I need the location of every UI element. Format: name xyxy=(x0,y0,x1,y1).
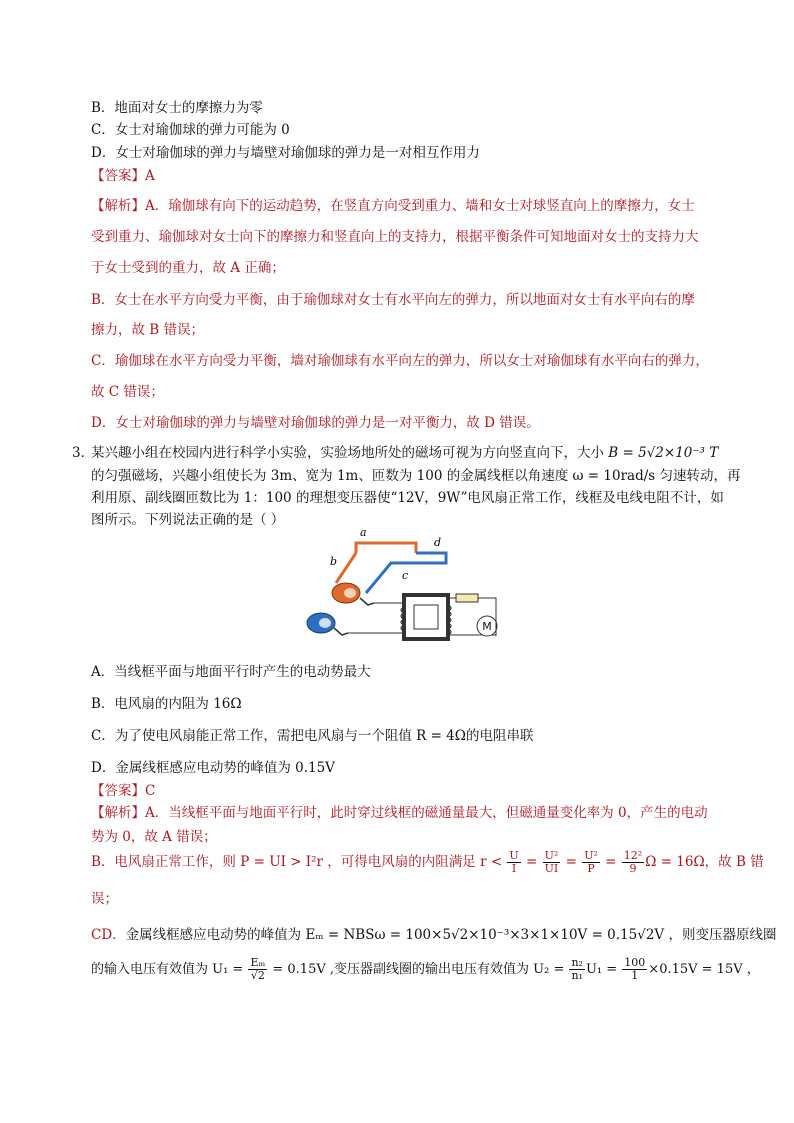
fraction-144-over-9: $\frac{\text{12²}}{9}$ xyxy=(623,849,643,875)
answer-label: 【答案】 xyxy=(91,168,145,184)
analysis-label: 【解析】 xyxy=(91,198,145,214)
q2-analysis-line-7: 故 C 错误； xyxy=(91,384,164,400)
label-a: a xyxy=(360,526,367,539)
q3-analysis-b-2: 误； xyxy=(91,891,118,907)
q3-option-d: D．金属线框感应电动势的峰值为 0.15V xyxy=(91,760,335,776)
q2-answer xyxy=(91,164,155,184)
q3-answer: 【答案】C xyxy=(91,783,156,799)
magnetic-field-value: B = 5√2×10⁻³ T xyxy=(608,445,719,461)
blue-slip-ring xyxy=(307,613,335,633)
q3-option-b: B．电风扇的内阻为 16Ω xyxy=(91,696,242,712)
fraction-u2-over-p: $\frac{\text{U²}}{P}$ xyxy=(584,849,598,875)
q2-option-d: D．女士对瑜伽球的弹力与墙壁对瑜伽球的弹力是一对相互作用力 xyxy=(91,145,480,161)
q3-stem-line-2: 的匀强磁场，兴趣小组使长为 3m、宽为 1m、匝数为 100 的金属线框以角速度 ω = 10rad/s 匀速转动，再 xyxy=(91,468,741,484)
q3-option-c: C．为了使电风扇能正常工作，需把电风扇与一个阻值 R = 4Ω的电阻串联 xyxy=(91,728,534,744)
answer-value: A xyxy=(145,168,155,184)
q3-analysis-a-1: 【解析】A．当线框平面与地面平行时，此时穿过线框的磁通量最大，但磁通量变化率为 0，产生的电动 xyxy=(91,805,708,821)
q2-analysis-line-2: 受到重力、瑜伽球对女士向下的摩擦力和竖直向上的支持力，根据平衡条件可知地面对女士的支持力大 xyxy=(91,229,699,245)
q2-analysis-line-3: 于女士受到的重力，故 A 正确； xyxy=(91,260,285,276)
fraction-100-over-1: $\frac{100}{1}$ xyxy=(624,956,646,982)
generator-transformer-figure xyxy=(296,523,506,648)
motor-label: M xyxy=(482,620,492,633)
transformer xyxy=(401,595,451,639)
resistor xyxy=(456,594,478,602)
q2-analysis-line-8: D．女士对瑜伽球的弹力与墙壁对瑜伽球的弹力是一对平衡力，故 D 错误。 xyxy=(91,415,540,431)
q2-analysis-line-5: 擦力，故 B 错误； xyxy=(91,322,205,338)
fraction-n2-over-n1: $\frac{\text{n₂}}{\text{n₁}}$ xyxy=(571,956,583,982)
q2-option-b: B．地面对女士的摩擦力为零 xyxy=(91,100,263,116)
fraction-u2-over-ui: $\frac{\text{U²}}{UI}$ xyxy=(544,849,559,875)
label-b: b xyxy=(330,555,338,568)
orange-slip-ring xyxy=(332,583,360,603)
q2-analysis-line-6: C．瑜伽球在水平方向受力平衡，墙对瑜伽球有水平向左的弹力，所以女士对瑜伽球有水平向右的弹力， xyxy=(91,353,709,369)
label-d: d xyxy=(434,536,442,549)
q2-analysis-line-4: B．女士在水平方向受力平衡，由于瑜伽球对女士有水平向左的弹力，所以地面对女士有水平向右的摩 xyxy=(91,292,695,308)
q2-option-c: C．女士对瑜伽球的弹力可能为 0 xyxy=(91,122,290,138)
coil-frame-orange xyxy=(356,543,416,553)
q3-stem-line-3: 利用原、副线圈匝数比为 1：100 的理想变压器使“12V，9W”电风扇正常工作，线框及电线电阻不计，如 xyxy=(91,490,724,506)
motor xyxy=(477,616,497,636)
q3-analysis-b-1: B．电风扇正常工作，则 P = UI > I²r ，可得电风扇的内阻满足 r < $\frac{U}{I}$ = $\frac{\text{U²}}{UI}$ = $\frac{\text{U²}}{P}$ = $\frac{\text{12²}}{9}$ Ω = 16Ω，故 B 错 xyxy=(91,849,764,875)
fraction-u-over-i: $\frac{U}{I}$ xyxy=(509,849,519,875)
q3-number: 3． xyxy=(72,445,95,461)
q3-analysis-cd-2: 的输入电压有效值为 U₁ = $\frac{\text{Eₘ}}{√2}$ = 0.15V ,变压器副线圈的输出电压有效值为 U₂ = $\frac{\text{n₂}}{\text{n₁}}$ U₁ = $\frac{100}{1}$ ×0.15V = 15V ， xyxy=(91,956,760,982)
q2-analysis-line-1: 【解析】A．瑜伽球有向下的运动趋势，在竖直方向受到重力、墙和女士对球竖直向上的摩擦力，女士 xyxy=(91,198,695,214)
q3-stem-line-1: 某兴趣小组在校园内进行科学小实验，实验场地所处的磁场可视为方向竖直向下，大小 B = 5√2×10⁻³ T xyxy=(91,445,719,461)
q3-option-a: A．当线框平面与地面平行时产生的电动势最大 xyxy=(91,664,371,680)
label-c: c xyxy=(402,569,409,582)
q3-stem-line-4: 图所示。下列说法正确的是（ ） xyxy=(91,512,285,528)
q3-analysis-a-2: 势为 0，故 A 错误； xyxy=(91,829,217,845)
q3-analysis-cd-1: CD．金属线框感应电动势的峰值为 Eₘ = NBSω = 100×5√2×10⁻³×3×1×10V = 0.15√2V ，则变压器原线圈 xyxy=(91,927,777,943)
fraction-em-over-sqrt2: $\frac{\text{Eₘ}}{√2}$ xyxy=(250,956,266,982)
